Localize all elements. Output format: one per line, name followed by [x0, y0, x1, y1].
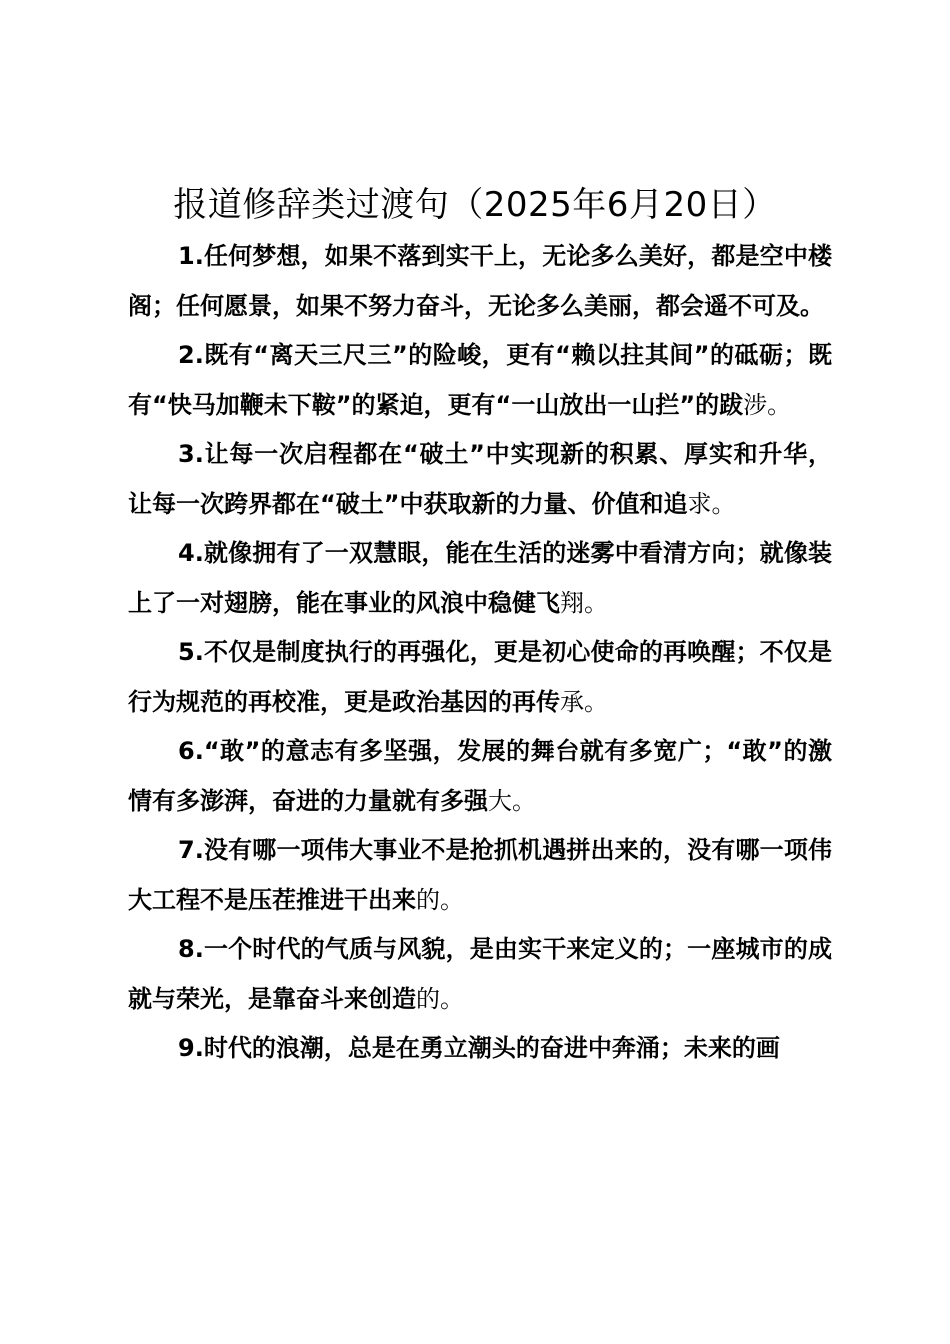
paragraph-7: [128, 826, 832, 925]
paragraph-tail: 的。: [416, 885, 464, 914]
paragraph-text: 8.一个时代的气质与风貌，是由实干来定义的；一座城市的成就与荣光，是靠奋斗来创造: [128, 935, 832, 1013]
paragraph-8: [128, 925, 832, 1024]
document-body: [128, 232, 832, 1074]
paragraph-5: [128, 628, 832, 727]
paragraph-3: [128, 430, 832, 529]
paragraph-tail: 翔。: [560, 588, 608, 617]
paragraph-tail: 承。: [560, 687, 608, 716]
paragraph-tail: 大。: [488, 786, 536, 815]
paragraph-text: 4.就像拥有了一双慧眼，能在生活的迷雾中看清方向；就像装上了一对翅膀，能在事业的风浪中稳健飞: [128, 539, 832, 617]
paragraph-2: [128, 331, 832, 430]
paragraph-text: 5.不仅是制度执行的再强化，更是初心使命的再唤醒；不仅是行为规范的再校准，更是政治基因的再传: [128, 638, 832, 716]
paragraph-6: [128, 727, 832, 826]
paragraph-tail: 涉。: [743, 390, 792, 419]
paragraph-9: [128, 1024, 832, 1074]
paragraph-text: 9.时代的浪潮，总是在勇立潮头的奋进中奔涌；未来的画: [178, 1034, 780, 1062]
paragraph-text: 2.既有“离天三尺三”的险峻，更有“赖以拄其间”的砥砺；既有“快马加鞭未下鞍”的紧迫，更有“一山放出一山拦”的跋: [128, 341, 832, 419]
paragraph-4: [128, 529, 832, 628]
paragraph-1: [128, 232, 832, 331]
paragraph-text: 1.任何梦想，如果不落到实干上，无论多么美好，都是空中楼阁；任何愿景，如果不努力奋斗，无论多么美丽，都会遥不可及。: [128, 242, 832, 320]
paragraph-tail: 的。: [416, 984, 464, 1013]
paragraph-text: 7.没有哪一项伟大事业不是抢抓机遇拼出来的，没有哪一项伟大工程不是压茬推进干出来: [128, 836, 832, 914]
paragraph-tail: 求。: [687, 489, 736, 518]
paragraph-text: 6.“敢”的意志有多坚强，发展的舞台就有多宽广；“敢”的激情有多澎湃，奋进的力量就有多强: [128, 737, 832, 815]
document-title: 报道修辞类过渡句（2025年6月20日）: [173, 185, 777, 225]
paragraph-text: 3.让每一次启程都在“破土”中实现新的积累、厚实和升华，让每一次跨界都在“破土”中获取新的力量、价值和追: [128, 440, 832, 518]
